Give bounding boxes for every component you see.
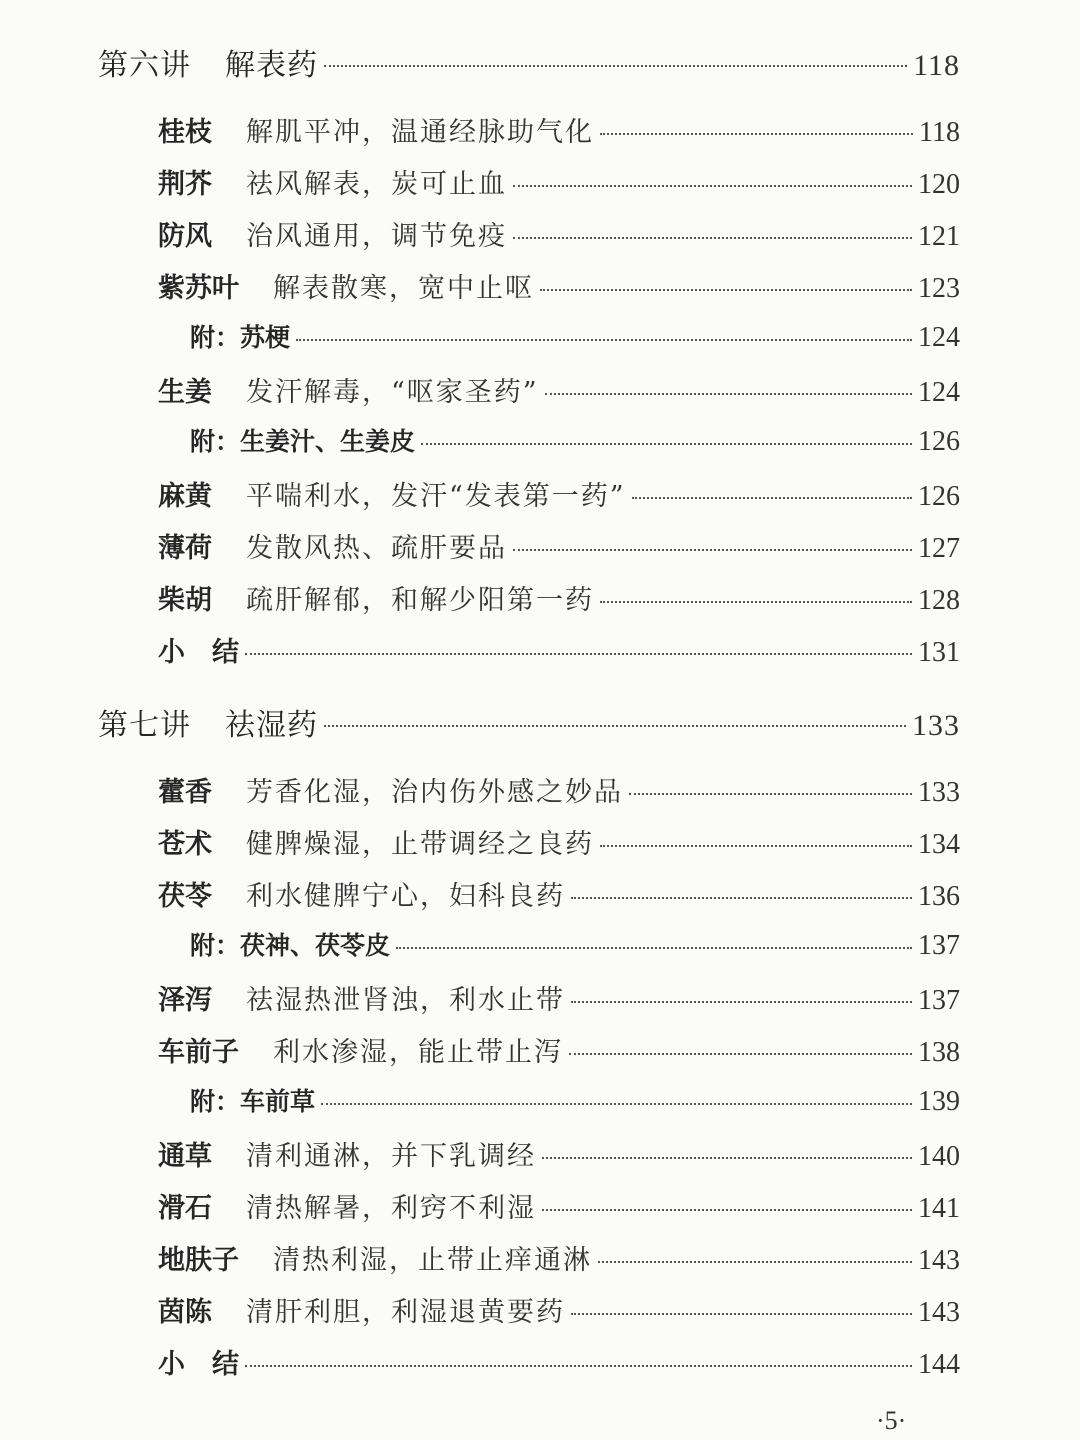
entry-name: 小 结 [158,637,239,668]
toc-entry [158,526,960,565]
entry-name: 防风 [158,221,212,252]
toc-entry [158,1342,960,1381]
page-ref: 139 [918,1086,960,1117]
toc-entry [158,370,960,409]
entry-name: 车前子 [158,1037,239,1068]
chapter-subject: 解表药 [225,48,318,83]
entry-name: 荆芥 [158,169,212,200]
entry-description: 清利通淋，并下乳调经 [246,1141,536,1172]
dot-leader [245,653,912,655]
dot-leader [571,897,912,899]
dot-leader [571,1001,912,1003]
dot-leader [245,1365,912,1367]
toc-entry [158,874,960,913]
chapter-subject: 祛湿药 [225,708,318,743]
dot-leader [324,65,907,67]
entry-name: 茵陈 [158,1297,212,1328]
toc-entry [158,1030,960,1069]
page-number: ·5· [876,1406,907,1435]
toc-entry [158,1134,960,1173]
toc-appendix-line [190,926,960,962]
dot-leader [542,1209,912,1211]
toc-appendix-line [190,1082,960,1118]
entry-description: 健脾燥湿，止带调经之良药 [246,829,594,860]
dot-leader [632,497,912,499]
entry-name: 附：生姜汁、生姜皮 [190,427,416,456]
page-ref: 124 [918,377,960,408]
toc-entry [158,1238,960,1277]
dot-leader [600,601,912,603]
toc-entry [158,110,960,149]
entry-description: 芳香化湿，治内伤外感之妙品 [246,777,623,808]
toc-appendix-line [190,422,960,458]
entry-description: 解肌平冲，温通经脉助气化 [246,117,594,148]
toc-entry [158,266,960,305]
page-ref: 137 [918,985,960,1016]
page-ref: 131 [918,637,960,668]
dot-leader [540,289,912,291]
page-ref: 133 [918,777,960,808]
entry-name: 地肤子 [158,1245,239,1276]
entry-description: 利水健脾宁心，妇科良药 [246,881,565,912]
toc-entry [158,578,960,617]
entry-name: 茯苓 [158,881,212,912]
entry-name: 紫苏叶 [158,273,239,304]
chapter-heading [98,40,960,84]
entry-name: 藿香 [158,777,212,808]
entry-description: 清肝利胆，利湿退黄要药 [246,1297,565,1328]
entry-description: 祛风解表，炭可止血 [246,169,507,200]
toc-entry [158,978,960,1017]
entry-name: 附：茯神、茯苓皮 [190,931,391,960]
entry-name: 麻黄 [158,481,212,512]
entry-name: 生姜 [158,377,212,408]
dot-leader [629,793,912,795]
toc-entry [158,630,960,669]
dot-leader [600,845,912,847]
entry-name: 薄荷 [158,533,212,564]
page-ref: 137 [918,930,960,961]
page-ref: 136 [918,881,960,912]
entry-description: 清热解暑，利窍不利湿 [246,1193,536,1224]
toc-entry [158,214,960,253]
dot-leader [396,947,912,949]
toc-entry [158,474,960,513]
dot-leader [421,443,912,445]
page-ref: 138 [918,1037,960,1068]
chapter-title: 第七讲 [98,708,191,743]
dot-leader [513,185,912,187]
page-ref: 121 [918,221,960,252]
page-ref: 134 [918,829,960,860]
page-ref: 141 [918,1193,960,1224]
dot-leader [569,1053,912,1055]
dot-leader [321,1103,912,1105]
entry-name: 桂枝 [158,117,212,148]
toc-entry [158,1186,960,1225]
entry-description: 发散风热、疏肝要品 [246,533,507,564]
dot-leader [324,725,906,727]
dot-leader [542,1157,912,1159]
entry-name: 小 结 [158,1349,239,1380]
dot-leader [513,237,912,239]
page-ref: 120 [918,169,960,200]
entry-description: 治风通用，调节免疫 [246,221,507,252]
entry-description: 解表散寒，宽中止呕 [273,273,534,304]
toc-appendix-line [190,318,960,354]
page-ref: 144 [918,1349,960,1380]
entry-name: 苍术 [158,829,212,860]
entry-description: 发汗解毒，“呕家圣药” [246,377,539,408]
page-ref: 126 [918,426,960,457]
page-ref: 126 [918,481,960,512]
toc-entry [158,770,960,809]
page-ref: 124 [918,322,960,353]
page-ref: 118 [913,49,960,82]
entry-description: 平喘利水，发汗“发表第一药” [246,481,626,512]
entry-description: 祛湿热泄肾浊，利水止带 [246,985,565,1016]
page-ref: 143 [918,1297,960,1328]
entry-name: 通草 [158,1141,212,1172]
entry-name: 泽泻 [158,985,212,1016]
page-ref: 140 [918,1141,960,1172]
dot-leader [571,1313,912,1315]
entry-name: 附：车前草 [190,1087,316,1116]
dot-leader [600,133,913,135]
toc-entry [158,1290,960,1329]
page-ref: 143 [918,1245,960,1276]
entry-description: 利水渗湿，能止带止泻 [273,1037,563,1068]
page-ref: 118 [919,117,960,148]
entry-description: 疏肝解郁，和解少阳第一药 [246,585,594,616]
page-ref: 128 [918,585,960,616]
entry-name: 滑石 [158,1193,212,1224]
dot-leader [513,549,912,551]
entry-name: 柴胡 [158,585,212,616]
dot-leader [296,339,912,341]
page-ref: 133 [912,709,960,742]
toc-entry [158,162,960,201]
dot-leader [545,393,912,395]
entry-name: 附：苏梗 [190,323,291,352]
toc-entry [158,822,960,861]
entry-description: 清热利湿，止带止痒通淋 [273,1245,592,1276]
page-ref: 123 [918,273,960,304]
page-ref: 127 [918,533,960,564]
chapter-title: 第六讲 [98,48,191,83]
chapter-heading [98,700,960,744]
dot-leader [598,1261,912,1263]
